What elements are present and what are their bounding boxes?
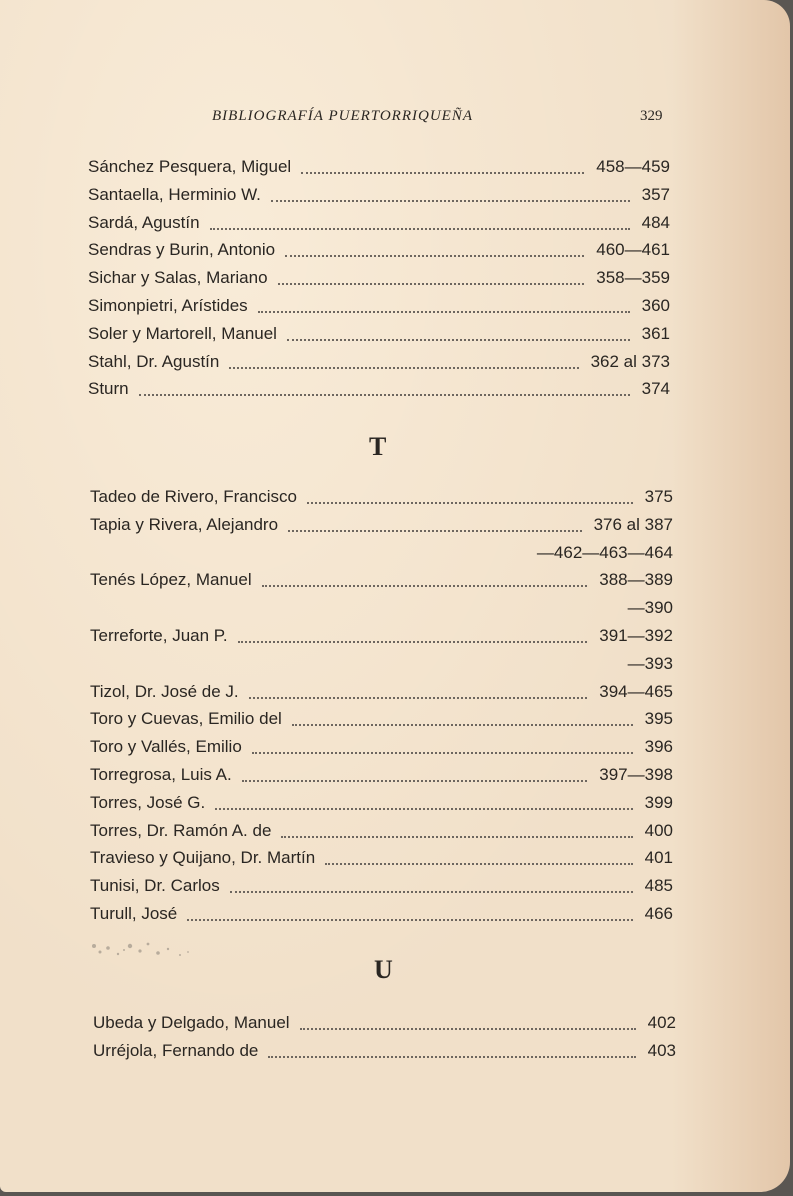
dot-leader — [287, 315, 630, 341]
entry-pages: 485 — [644, 876, 673, 896]
index-entry — [93, 1039, 676, 1063]
dot-leader — [292, 700, 633, 726]
entry-pages: 374 — [641, 379, 670, 399]
dot-leader — [249, 673, 588, 699]
entry-pages: 466 — [644, 904, 673, 923]
entry-name: Toro y Vallés, Emilio — [90, 737, 242, 757]
entry-pages: 399 — [644, 792, 673, 812]
index-entry — [90, 624, 673, 648]
entry-pages: 360 — [641, 296, 670, 315]
dot-leader — [258, 287, 630, 313]
dot-leader — [139, 370, 630, 396]
index-entry — [90, 902, 673, 926]
entry-name: Travieso y Quijano, Dr. Martín — [90, 848, 316, 868]
entry-pages: 397—398 — [599, 765, 673, 784]
running-head: BIBLIOGRAFÍA PUERTORRIQUEÑA — [212, 108, 473, 124]
page-number: 329 — [640, 108, 663, 124]
entry-pages: 400 — [644, 820, 673, 840]
entry-pages: 394—465 — [599, 681, 673, 701]
entry-name: Ubeda y Delgado, Manuel — [93, 1013, 290, 1032]
entry-pages: 361 — [641, 323, 670, 343]
dot-leader — [268, 1032, 635, 1058]
entry-pages-continuation: —393 — [627, 653, 673, 673]
index-entry — [90, 568, 673, 592]
entry-pages: 484 — [641, 212, 670, 232]
dot-leader — [210, 204, 630, 230]
dot-leader — [288, 506, 582, 532]
dot-leader — [242, 756, 588, 782]
entry-name: Toro y Cuevas, Emilio del — [90, 709, 282, 729]
entry-name: Sardá, Agustín — [88, 212, 200, 232]
entry-name: Stahl, Dr. Agustín — [88, 351, 220, 371]
entry-name: Sánchez Pesquera, Miguel — [88, 157, 292, 176]
dot-leader — [281, 812, 632, 838]
dot-leader — [229, 343, 578, 369]
entry-name: Soler y Martorell, Manuel — [88, 323, 277, 343]
entry-name: Torres, Dr. Ramón A. de — [90, 820, 272, 840]
dot-leader — [215, 784, 632, 810]
dot-leader — [300, 1004, 636, 1030]
dot-leader — [325, 839, 632, 865]
index-entry — [90, 513, 673, 537]
entry-pages: 358—359 — [596, 268, 670, 288]
entry-pages: 402 — [647, 1013, 676, 1032]
entry-name: Torres, José G. — [90, 792, 206, 812]
ink-smudge — [88, 936, 198, 962]
entry-pages: 458—459 — [596, 157, 670, 176]
dot-leader — [307, 478, 633, 504]
entry-pages: 403 — [647, 1040, 676, 1060]
entry-name: Tapia y Rivera, Alejandro — [90, 514, 279, 534]
entry-pages: 460—461 — [596, 240, 670, 260]
entry-name: Santaella, Herminio W. — [88, 184, 261, 204]
entry-pages-continuation: —462—463—464 — [536, 542, 673, 562]
entry-pages: 396 — [644, 737, 673, 757]
entry-pages-continuation: —390 — [627, 598, 673, 618]
entry-pages: 391—392 — [599, 626, 673, 645]
dot-leader — [278, 259, 585, 285]
index-entry — [88, 377, 670, 401]
entry-pages: 401 — [644, 848, 673, 868]
dot-leader — [262, 561, 588, 587]
dot-leader — [285, 231, 584, 257]
entry-name: Tadeo de Rivero, Francisco — [90, 487, 297, 506]
entry-pages: 388—389 — [599, 570, 673, 590]
section-letter-u: U — [374, 955, 393, 984]
entry-name: Tenés López, Manuel — [90, 570, 252, 590]
dot-leader — [271, 176, 630, 202]
entry-name: Sturn — [88, 379, 129, 399]
entry-pages: 376 al 387 — [593, 514, 673, 534]
dot-leader — [238, 617, 588, 643]
section-letter-t: T — [369, 432, 387, 461]
entry-name: Tizol, Dr. José de J. — [90, 681, 239, 701]
entry-name: Sichar y Salas, Mariano — [88, 268, 268, 288]
entry-name: Tunisi, Dr. Carlos — [90, 876, 220, 896]
entry-name: Sendras y Burin, Antonio — [88, 240, 276, 260]
entry-pages: 362 al 373 — [590, 351, 670, 371]
entry-name: Urréjola, Fernando de — [93, 1040, 259, 1060]
dot-leader — [252, 728, 633, 754]
dot-leader — [187, 895, 632, 921]
entry-pages: 357 — [641, 184, 670, 204]
entry-pages: 395 — [644, 709, 673, 729]
entry-name: Turull, José — [90, 904, 178, 923]
entry-name: Torregrosa, Luis A. — [90, 765, 232, 784]
entry-name: Terreforte, Juan P. — [90, 626, 228, 645]
dot-leader — [230, 867, 633, 893]
entry-name: Simonpietri, Arístides — [88, 296, 248, 315]
dot-leader — [301, 148, 584, 174]
entry-pages: 375 — [644, 487, 673, 506]
